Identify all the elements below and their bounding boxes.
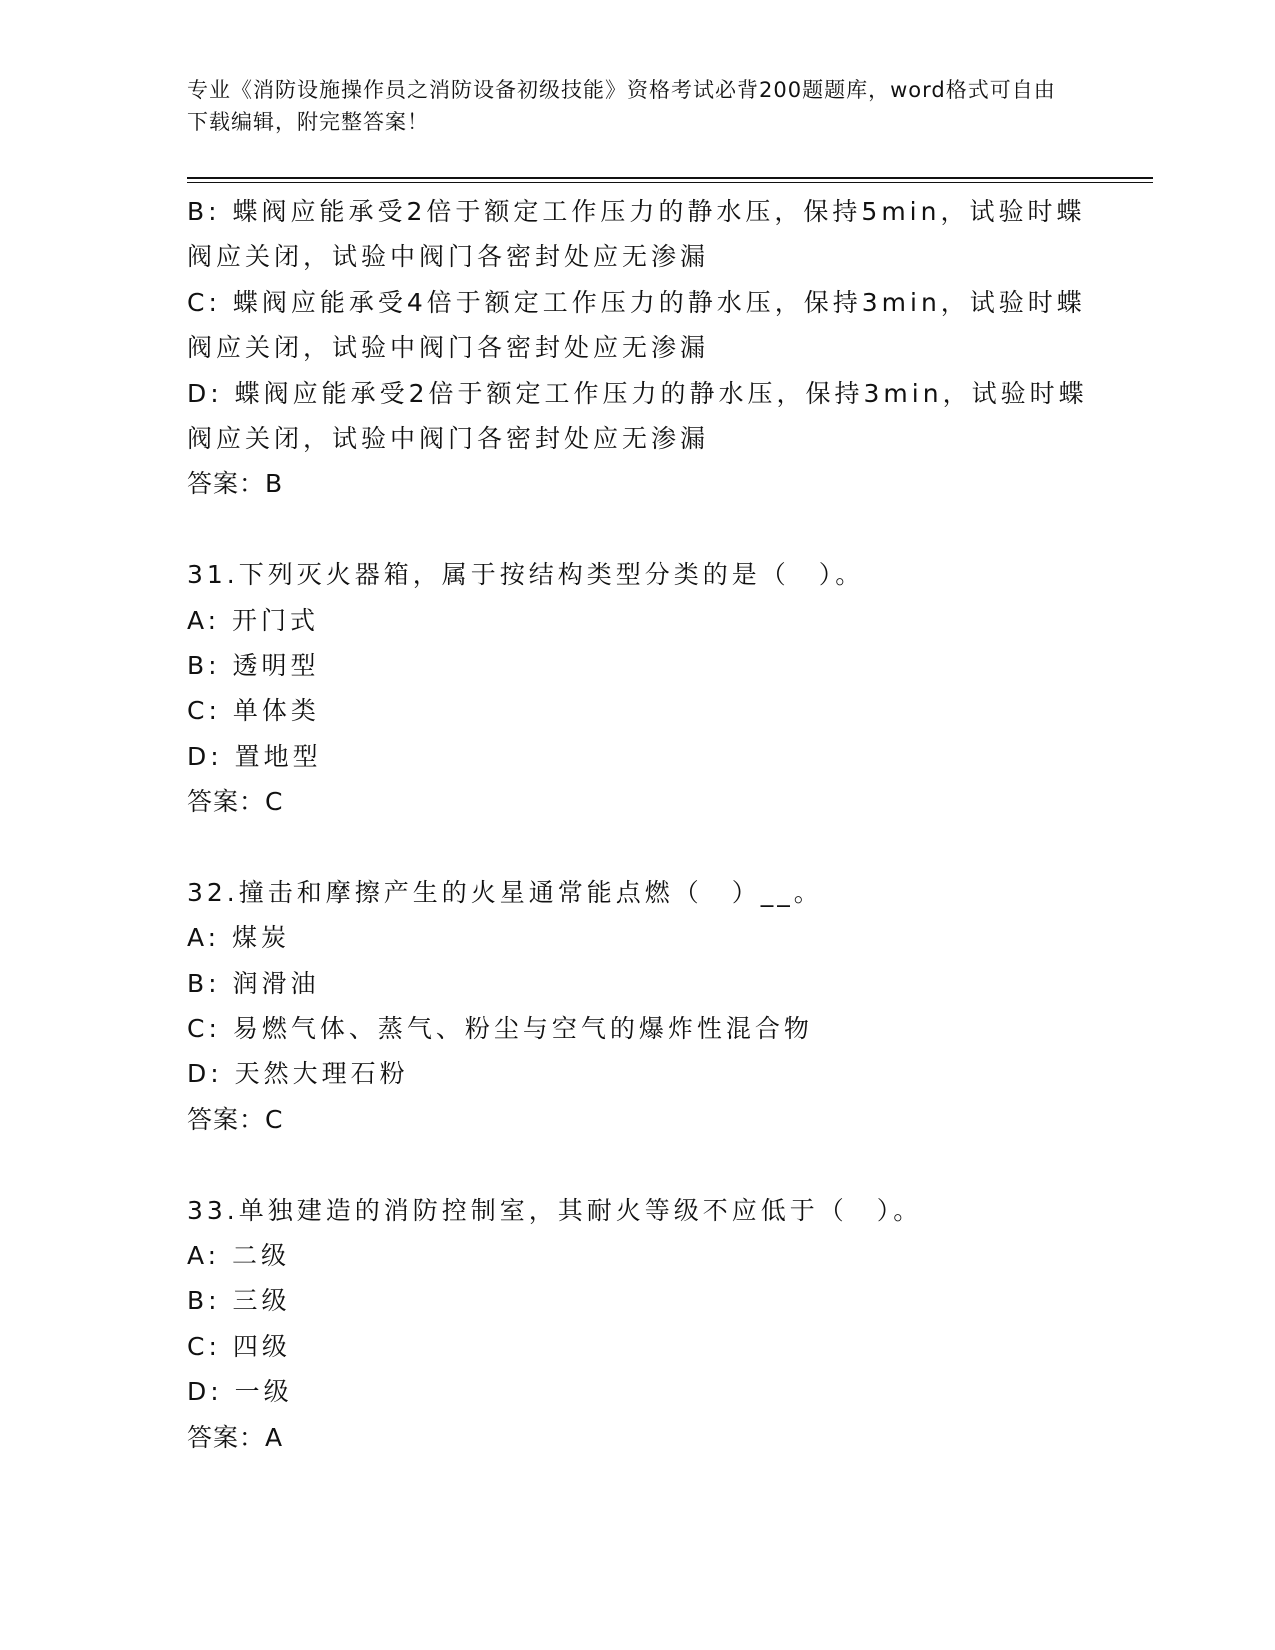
question-31 [187, 552, 1087, 824]
option-a: A: 二级 [187, 1240, 291, 1270]
question-33 [187, 1188, 1087, 1460]
header-divider-thin [187, 182, 1153, 183]
question-32 [187, 870, 1087, 1142]
question-content [187, 189, 1087, 1460]
option-line: D: 蝶阀应能承受2倍于额定工作压力的静水压，保持3min，试验时蝶 [187, 378, 1088, 408]
answer-line: 答案：C [187, 1104, 284, 1134]
option-d: D: 天然大理石粉 [187, 1059, 409, 1089]
option-c: C: 四级 [187, 1331, 291, 1361]
option-c: C: 易燃气体、蒸气、粉尘与空气的爆炸性混合物 [187, 1014, 813, 1044]
option-a: A: 煤炭 [187, 923, 291, 953]
option-d: D: 一级 [187, 1377, 293, 1407]
document-header-title: 专业《消防设施操作员之消防设备初级技能》资格考试必背200题题库，word格式可自由下载编辑，附完整答案！ [187, 78, 1056, 134]
spacer [187, 824, 1087, 869]
option-a: A: 开门式 [187, 605, 320, 635]
option-c: C: 单体类 [187, 696, 320, 726]
option-b: B: 三级 [187, 1286, 291, 1316]
question-stem: 32.撞击和摩擦产生的火星通常能点燃（ ）__。 [187, 877, 823, 907]
question-stem: 33.单独建造的消防控制室，其耐火等级不应低于（ ）。 [187, 1195, 923, 1225]
option-line: 阀应关闭，试验中阀门各密封处应无渗漏 [187, 333, 710, 363]
header-divider-thick [187, 177, 1153, 179]
option-line: B: 蝶阀应能承受2倍于额定工作压力的静水压，保持5min，试验时蝶 [187, 197, 1086, 226]
question-stem: 31.下列灭火器箱，属于按结构类型分类的是（ ）。 [187, 560, 865, 590]
answer-line: 答案：B [187, 469, 284, 499]
spacer [187, 1142, 1087, 1187]
option-b: B: 润滑油 [187, 968, 320, 998]
answer-line: 答案：A [187, 1422, 284, 1452]
continued-question [187, 189, 1087, 507]
option-line: C: 蝶阀应能承受4倍于额定工作压力的静水压，保持3min，试验时蝶 [187, 287, 1086, 317]
spacer [187, 507, 1087, 552]
option-line: 阀应关闭，试验中阀门各密封处应无渗漏 [187, 423, 710, 453]
option-b: B: 透明型 [187, 650, 320, 680]
option-line: 阀应关闭，试验中阀门各密封处应无渗漏 [187, 242, 710, 272]
answer-line: 答案：C [187, 787, 284, 817]
option-d: D: 置地型 [187, 741, 322, 771]
